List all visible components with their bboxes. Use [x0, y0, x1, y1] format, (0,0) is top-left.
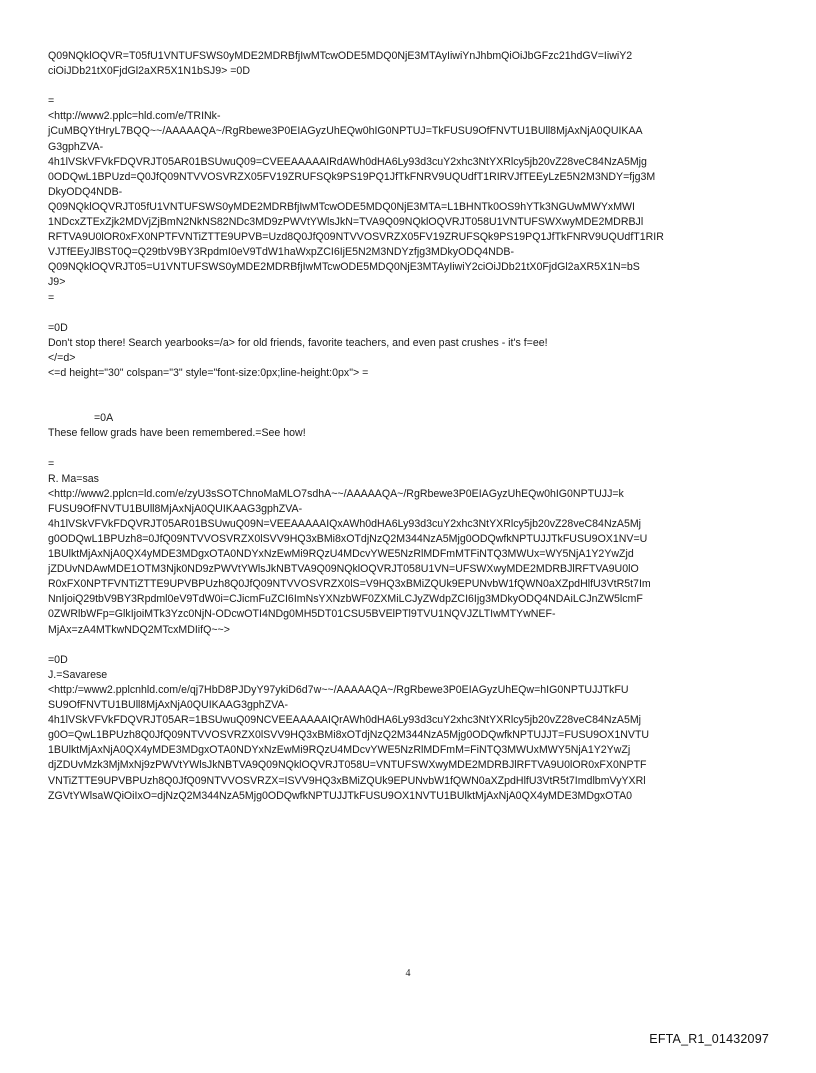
- text-line: =0D: [48, 653, 68, 666]
- text-line: g0ODQwL1BPUzh8=0JfQ09NTVVOSVRZX0lSVV9HQ3xBMi8xOTdjNzQ2M344NzA5Mjg0ODQwfkNPTUJJTkFUSU9OX1NV=U: [48, 533, 648, 545]
- text-line: [48, 638, 773, 653]
- text-line: <http:/=www2.pplcnhld.com/e/qj7HbD8PJDyY97ykiD6d7w~~/AAAAAQA~/RgRbewe3P0EIAGyzUhEQw=hIG0NPTUJJTkFU: [48, 683, 629, 696]
- text-line: [48, 306, 773, 321]
- text-line: <http://www2.pplc=hld.com/e/TRINk-: [48, 110, 221, 123]
- text-line: ZGVtYWlsaWQiOiIxO=djNzQ2M344NzA5Mjg0ODQwfkNPTUJJTkFUSU9OX1NVTU1BUlktMjAxNjA0QX4yMDE3MDgxOTA0: [48, 789, 633, 802]
- text-line: [48, 441, 773, 456]
- text-line: =: [48, 291, 55, 304]
- text-line: 1BUlktMjAxNjA0QX4yMDE3MDgxOTA0NDYxNzEwMi9RQzU4MDcvYWE5NzRlMDFmM=FiNTQ3MWUxMWY5NjA1Y2YwZj: [48, 744, 631, 757]
- text-line: djZDUvMzk3MjMxNj9zPWVtYWlsJkNBTVA9Q09NQklOQVRJT058U=VNTUFSWXwyMDE2MDRBJlRFTVA9U0lOR0xFX0NPTF: [48, 759, 647, 772]
- text-line: Q09NQklOQVRJT05=U1VNTUFSWS0yMDE2MDRBfjIwMTcwODE5MDQ0NjE3MTAyIiwiY2ciOiJDb21tX0FjdGl2aXR5X1N=bS: [48, 261, 640, 274]
- page-number: 4: [405, 968, 411, 979]
- text-line: J.=Savarese: [48, 668, 108, 681]
- text-line: </=d>: [48, 351, 76, 364]
- text-line: [48, 79, 773, 94]
- text-line: [48, 381, 773, 396]
- text-line: =0A: [94, 412, 114, 425]
- text-line: jZDUvNDAwMDE1OTM3Njk0ND9zPWVtYWlsJkNBTVA9Q09NQklOQVRJT058U1VN=UFSWXwyMDE2MDRBJlRFTVA9U0lO: [48, 563, 639, 576]
- text-line: Q09NQklOQVRJT05fU1VNTUFSWS0yMDE2MDRBfjIwMTcwODE5MDQ0NjE3MTA=L1BHNTk0OS9hYTk3NGUwMWYxMWI: [48, 200, 635, 213]
- text-line: 1NDcxZTExZjk2MDVjZjBmN2NkNS82NDc3MD9zPWVtYWlsJkN=TVA9Q09NQklOQVRJT058U1VNTUFSWXwyMDE2MDRBJl: [48, 216, 644, 229]
- text-line: 4h1lVSkVFVkFDQVRJT05AR01BSUwuQ09=CVEEAAAAAIRdAWh0dHA6Ly93d3cuY2xhc3NtYXRlcy5jb20vZ28veC84NzA5Mjg: [48, 155, 647, 168]
- text-line: ciOiJDb21tX0FjdGl2aXR5X1N1bSJ9> =0D: [48, 65, 250, 78]
- text-line: jCuMBQYtHryL7BQQ~~/AAAAAQA~/RgRbewe3P0EIAGyzUhEQw0hIG0NPTUJ=TkFUSU9OfFNVTU1BUll8MjAxNjA0QUIKAA: [48, 125, 643, 138]
- text-line: 4h1lVSkVFVkFDQVRJT05AR01BSUwuQ09N=VEEAAAAAIQxAWh0dHA6Ly93d3cuY2xhc3NtYXRlcy5jb20vZ28veC84NzA5Mj: [48, 517, 642, 530]
- text-line: 0ZWRlbWFp=GlkIjoiMTk3Yzc0NjN-ODcwOTI4NDg0MH5DT01CSU5BVElPTl9TVU1NQVJZLTIwMTYwNEF-: [48, 608, 556, 621]
- text-line: R. Ma=sas: [48, 472, 99, 485]
- text-line: =0D: [48, 321, 68, 334]
- text-line: DkyODQ4NDB-: [48, 185, 123, 198]
- text-line: RFTVA9U0lOR0xFX0NPTFVNTiZTTE9UPVB=Uzd8Q0JfQ09NTVVOSVRZX05FV19ZRUFSQk9PS19PQ1JfTkFNRV9UQUdfT1RIR: [48, 231, 664, 244]
- text-line: =: [48, 95, 55, 108]
- bates-number: EFTA_R1_01432097: [649, 1032, 769, 1046]
- text-line: J9>: [48, 276, 66, 289]
- text-line: <http://www2.pplcn=ld.com/e/zyU3sSOTChnoMaMLO7sdhA~~/AAAAAQA~/RgRbewe3P0EIAGyzUhEQw0hIG0NPTUJJ=k: [48, 487, 624, 500]
- text-line: =: [48, 457, 55, 470]
- text-line: Q09NQklOQVR=T05fU1VNTUFSWS0yMDE2MDRBfjIwMTcwODE5MDQ0NjE3MTAyIiwiYnJhbmQiOiJbGFzc21hdGV=IiwiY2: [48, 50, 633, 62]
- text-line: 0ODQwL1BPUzd=Q0JfQ09NTVVOSVRZX05FV19ZRUFSQk9PS19PQ1JfTkFNRV9UQUdfT1RIRVJfTEEyLzE5N2M3NDY=fjg3M: [48, 170, 656, 183]
- text-line: SU9OfFNVTU1BUll8MjAxNjA0QUIKAAG3gphZVA-: [48, 699, 288, 712]
- text-line: g0O=QwL1BPUzh8Q0JfQ09NTVVOSVRZX0lSVV9HQ3xBMi8xOTdjNzQ2M344NzA5Mjg0ODQwfkNPTUJJT=FUSU9OX1NVTU: [48, 729, 650, 742]
- text-line: VNTiZTTE9UPVBPUzh8Q0JfQ09NTVVOSVRZX=ISVV9HQ3xBMiZQUk9EPUNvbW1fQWN0aXZpdHlfU3VtR5t7ImdlbmVyYXRl: [48, 774, 646, 787]
- text-line: VJTfEEyJlBST0Q=Q29tbV9BY3RpdmI0eV9TdW1haWxpZCI6IjE5N2M3NDYzfjg3MDkyODQ4NDB-: [48, 246, 514, 259]
- text-line: MjAx=zA4MTkwNDQ2MTcxMDIifQ~~>: [48, 623, 230, 636]
- text-line: 4h1lVSkVFVkFDQVRJT05AR=1BSUwuQ09NCVEEAAAAAIQrAWh0dHA6Ly93d3cuY2xhc3NtYXRlcy5jb20vZ28veC84NzA5Mj: [48, 714, 642, 727]
- text-line: FUSU9OfFNVTU1BUll8MjAxNjA0QUIKAAG3gphZVA-: [48, 502, 303, 515]
- text-line: G3gphZVA-: [48, 140, 104, 153]
- text-line: 1BUlktMjAxNjA0QX4yMDE3MDgxOTA0NDYxNzEwMi9RQzU4MDcvYWE5NzRlMDFmMTFiNTQ3MWUx=WY5NjA1Y2YwZjd: [48, 548, 634, 561]
- text-line: R0xFX0NPTFVNTiZTTE9UPVBPUzh8Q0JfQ09NTVVOSVRZX0lS=V9HQ3xBMiZQUk9EPUNvbW1fQWN0aXZpdHlfU3VtR5t7Im: [48, 578, 651, 591]
- email-source-text: [48, 49, 773, 804]
- text-line: These fellow grads have been remembered.=See how!: [48, 427, 306, 440]
- text-line: Don't stop there! Search yearbooks=/a> for old friends, favorite teachers, and even past crushes - it's f=ee!: [48, 336, 548, 349]
- text-line: NnIjoiQ29tbV9BY3Rpdml0eV9TdW0i=CJicmFuZCI6ImNsYXNzbWF0ZXMiLCJyZWdpZCI6Ijg3MDkyODQ4NDAiLCJnZW5lcmF: [48, 593, 643, 606]
- text-line: <=d height="30" colspan="3" style="font-size:0px;line-height:0px"> =: [48, 366, 369, 379]
- text-line: [48, 396, 773, 411]
